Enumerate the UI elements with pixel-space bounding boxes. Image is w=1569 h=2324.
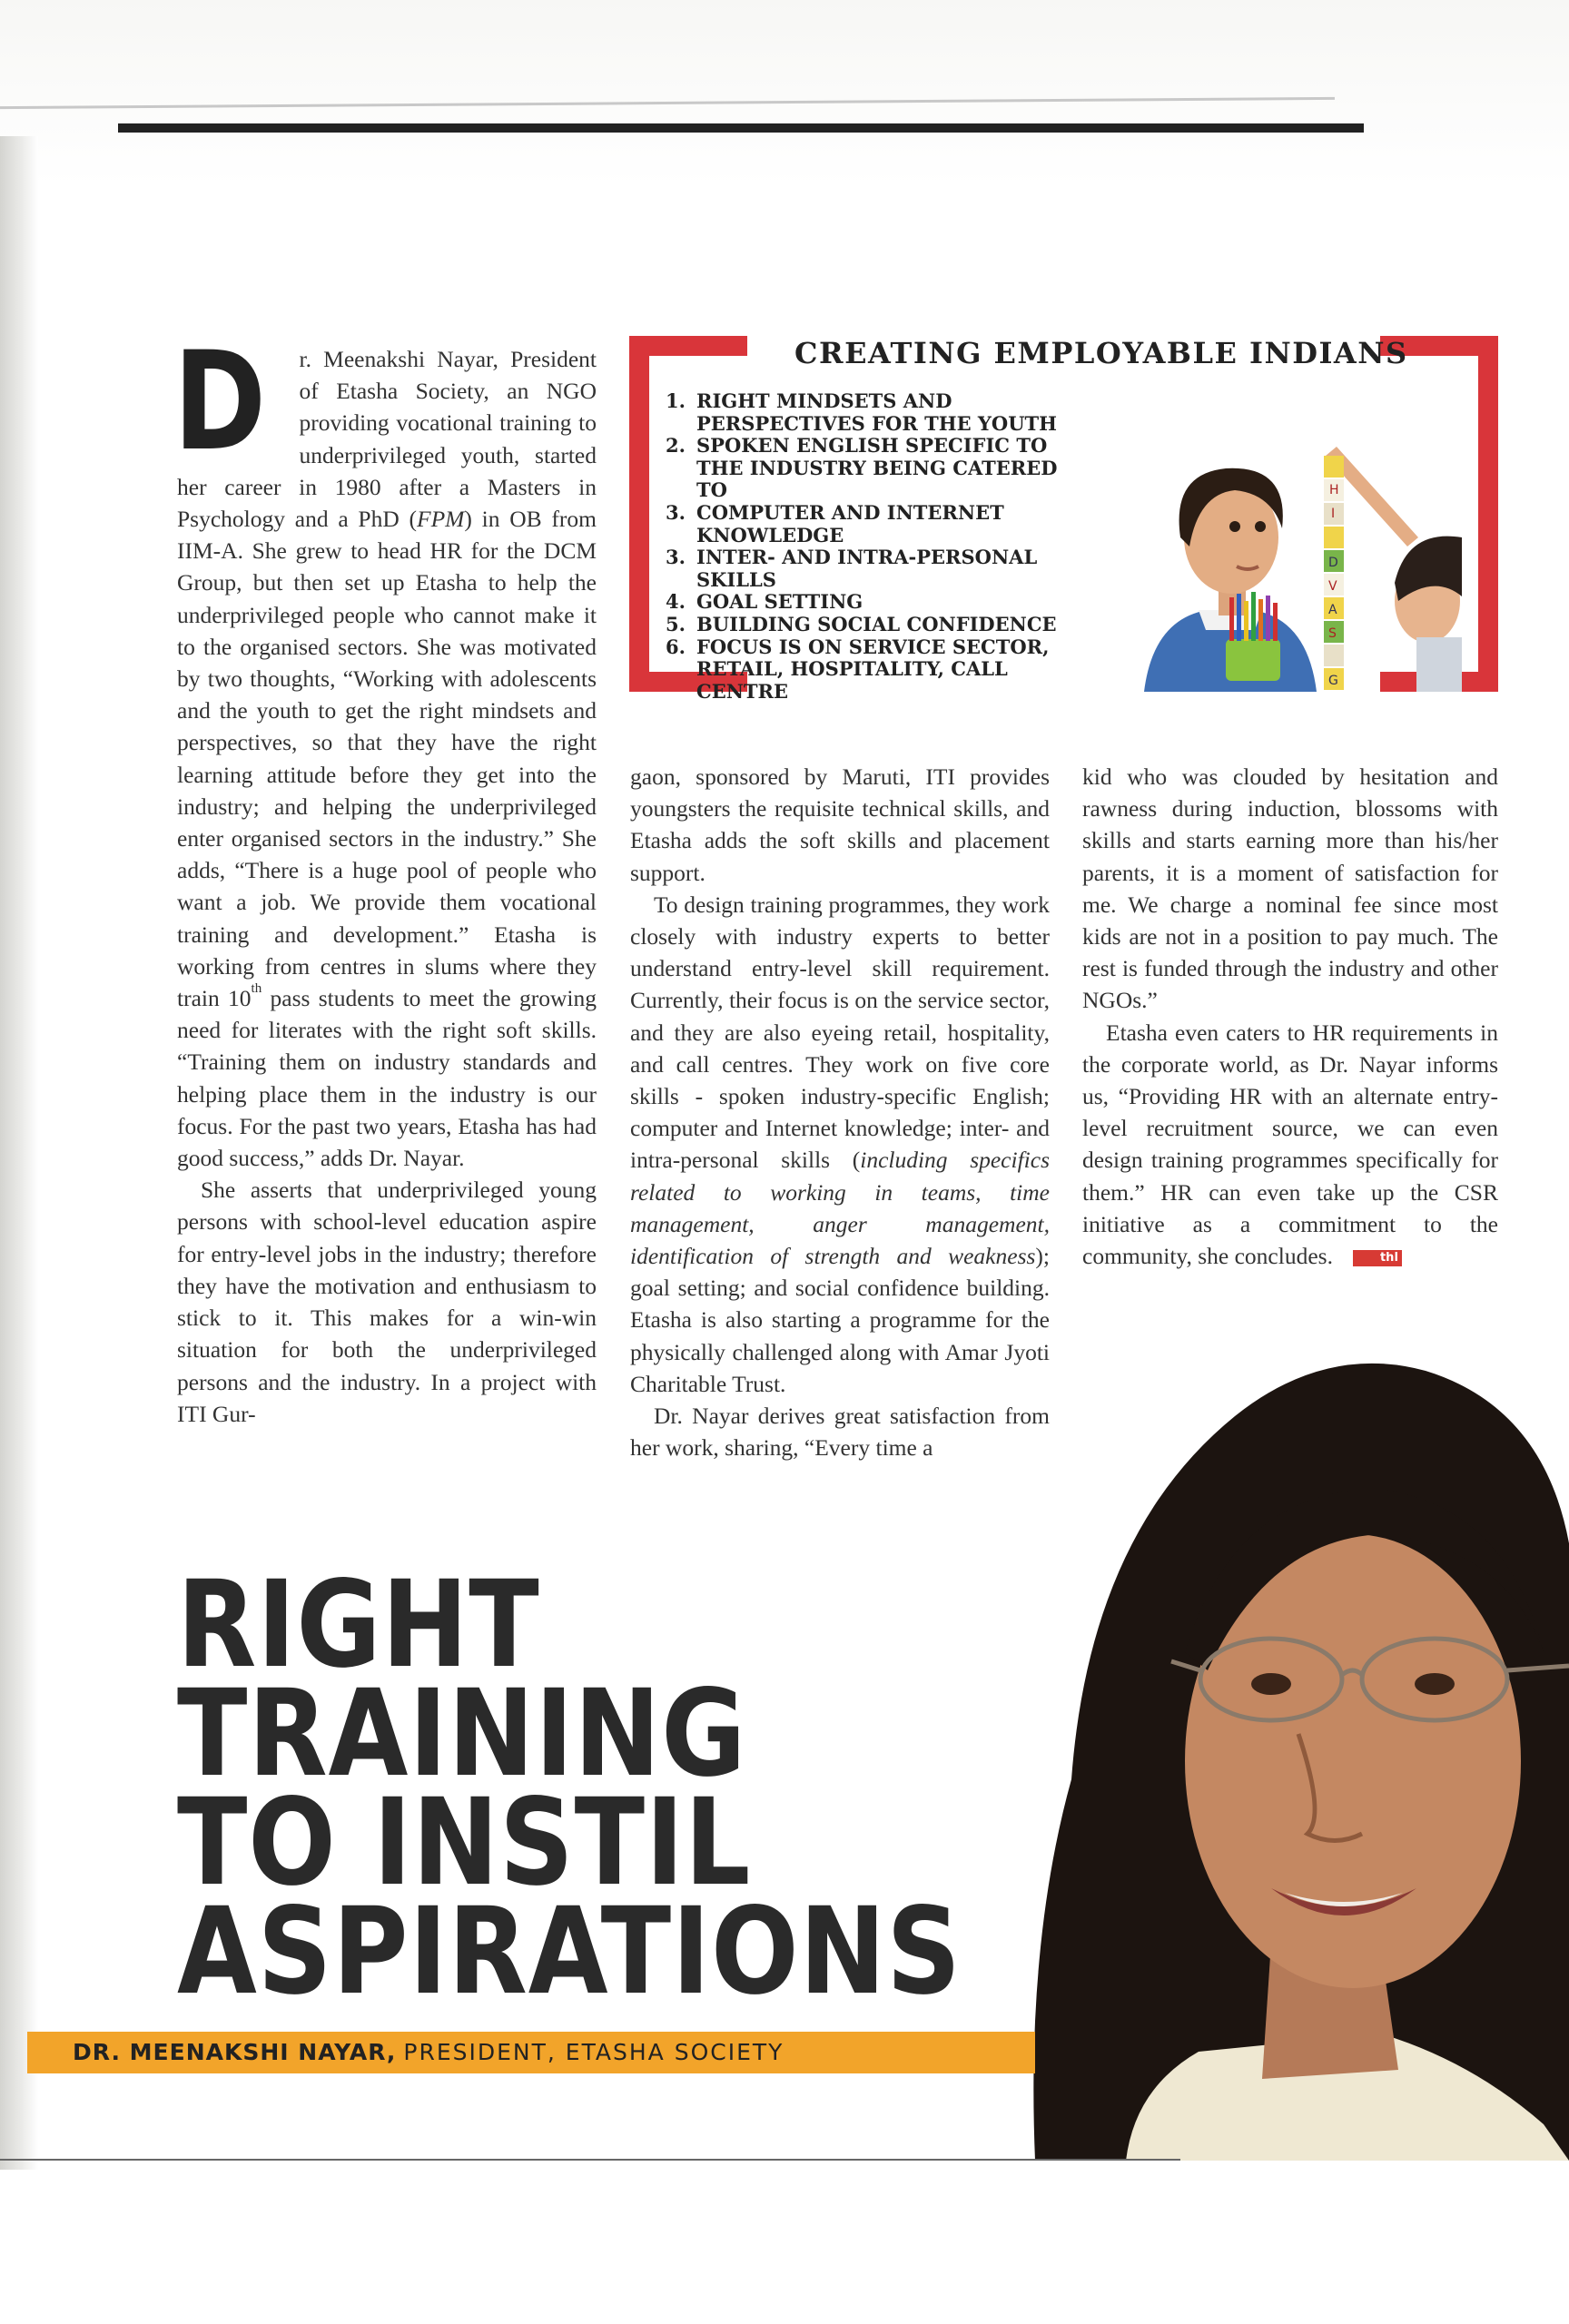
- bracket-left-top: [629, 336, 747, 356]
- list-number: 3.: [666, 500, 686, 524]
- block-letter: I: [1331, 507, 1336, 521]
- headline-line: TO INSTIL: [177, 1773, 752, 1913]
- list-item: [666, 390, 1078, 435]
- page-edge-line: [0, 2159, 1180, 2161]
- article-column-2: [630, 761, 1050, 1463]
- list-text: BUILDING SOCIAL CONFIDENCE: [696, 612, 1057, 635]
- list-number: 1.: [666, 389, 686, 412]
- block-letter: V: [1328, 579, 1337, 594]
- list-number: 6.: [666, 635, 686, 658]
- text-run: Etasha even caters to HR requirements in the corporate world, as Dr. Nayar informs us, “Providing HR with an alternate entry-level recruitment source, we can even design training programmes specifically for them.” HR can even take up the CSR initiative as a commitment to the community, she concludes.: [1082, 1019, 1498, 1270]
- article-paragraph: Dr. Nayar derives great satisfaction from her work, sharing, “Every time a: [630, 1403, 1050, 1462]
- bracket-left: [629, 336, 649, 692]
- list-item: [666, 591, 1078, 614]
- headline: [177, 1555, 962, 2022]
- byline-role: PRESIDENT, ETASHA SOCIETY: [403, 2039, 784, 2065]
- eye: [1415, 1673, 1455, 1695]
- article-column-1: [173, 323, 597, 1430]
- boy-eye: [1255, 521, 1266, 532]
- list-text: SPOKEN ENGLISH SPECIFIC TO THE INDUSTRY BEING CATERED TO: [696, 434, 1058, 502]
- headline-line: TRAINING: [177, 1664, 747, 1804]
- portrait-photo: [999, 1307, 1569, 2161]
- text-run: ); goal setting; and social confidence building. Etasha is also starting a programme for the physically challenged along with Amar Jyoti Charitable Trust.: [630, 1243, 1050, 1397]
- text-run-italic: FPM: [417, 506, 465, 533]
- list-number: 4.: [666, 590, 686, 614]
- eye: [1251, 1673, 1291, 1695]
- text-run: ) in OB from IIM-A. She grew to head HR for the DCM Group, but then set up Etasha to help the underprivileged people who cannot make it to the organised sectors. She was motivated by two thoughts, “Working with adolescents and the youth to get the right mindsets and perspectives, so that they have the right learning attitude before they get into the industry; and helping the underprivileged enter organised sectors in the industry.” She adds, “There is a huge pool of people who want a job. We provide them vocational training and development.” Etasha is working from centres in slums where they train 10: [177, 506, 597, 1012]
- list-item: [666, 614, 1078, 636]
- block-letter: H: [1329, 483, 1339, 497]
- top-rule-thick: [118, 123, 1364, 133]
- list-number: 2.: [666, 434, 686, 458]
- article-paragraph: gaon, sponsored by Maruti, ITI provides youngsters the requisite technical skills, and Etasha adds the soft skills and placement support.: [630, 763, 1050, 886]
- list-text: COMPUTER AND INTERNET KNOWLEDGE: [696, 500, 1004, 547]
- article-paragraph: [630, 889, 1050, 1400]
- byline-name: DR. MEENAKSHI NAYAR,: [73, 2039, 397, 2065]
- article-paragraph: [1082, 1017, 1498, 1273]
- page-spine-shadow: [0, 136, 38, 2170]
- child-with-blocks-photo: [1135, 392, 1462, 692]
- list-item: [666, 636, 1078, 704]
- headline-line: RIGHT: [177, 1555, 540, 1695]
- article-paragraph: [173, 323, 597, 1174]
- block-letter: D: [1328, 556, 1338, 570]
- list-item: [666, 547, 1078, 591]
- drop-cap: D: [173, 323, 267, 481]
- list-number: 5.: [666, 612, 686, 635]
- article-paragraph: She asserts that underprivileged young persons with school-level education aspire for entry-level jobs in the industry; therefore they have the motivation and enthusiasm to stick to it. This makes for a win-win situation for both the underprivileged persons and the industry. In a project with ITI Gur-: [177, 1177, 597, 1427]
- sidebar-title: CREATING EMPLOYABLE INDIANS: [794, 336, 1408, 370]
- text-run-italic: including specifics related to working in teams, time management, anger management, identification of strength and weakness: [630, 1147, 1050, 1270]
- block-letter: A: [1328, 603, 1337, 617]
- list-text: INTER- AND INTRA-PERSONAL SKILLS: [696, 546, 1038, 591]
- list-item: [666, 435, 1078, 502]
- sidebar-box: [629, 336, 1498, 703]
- end-mark: thl: [1353, 1250, 1402, 1266]
- list-item: [666, 502, 1078, 547]
- list-text: FOCUS IS ON SERVICE SECTOR, RETAIL, HOSPITALITY, CALL CENTRE: [696, 635, 1050, 703]
- list-text: GOAL SETTING: [696, 590, 863, 614]
- text-run: pass students to meet the growing need for literates with the right soft skills. “Training them on industry standards and helping place them in the industry is our focus. For the past two years, Etasha has had good success,” adds Dr. Nayar.: [177, 985, 597, 1172]
- byline-bar: [27, 2032, 1035, 2073]
- text-run: r. Meenakshi Nayar, President of Etasha Society, an NGO providing vocational training to underprivileged youth, started her career in 1980 after a Masters in Psychology and a PhD (: [177, 346, 597, 533]
- article-column-3: [1082, 761, 1498, 1272]
- article-paragraph: kid who was clouded by hesitation and rawness during induction, blossoms with skills and starts earning more than his/her parents, it is a moment of satisfaction for me. We charge a nominal fee since most kids are not in a position to pay much. The rest is funded through the industry and other NGOs.”: [1082, 763, 1498, 1014]
- sidebar-list: [666, 390, 1078, 703]
- pencil-cup: [1226, 639, 1280, 681]
- block-letter: G: [1328, 674, 1338, 688]
- list-number: 3.: [666, 546, 686, 569]
- boy-eye: [1229, 521, 1240, 532]
- second-child-shirt: [1416, 637, 1462, 692]
- headline-line: ASPIRATIONS: [177, 1882, 962, 2022]
- list-text: RIGHT MINDSETS AND PERSPECTIVES FOR THE YOUTH: [696, 389, 1057, 435]
- bracket-right: [1478, 336, 1498, 692]
- block-letter: S: [1328, 626, 1337, 641]
- superscript: th: [251, 981, 262, 997]
- text-run: To design training programmes, they work closely with industry experts to better understand entry-level skill requirement. Currently, their focus is on the service sector, and they are also eyeing retail, hospitality, and call centres. They work on five core skills - spoken industry-specific English; computer and Internet knowledge; inter- and intra-personal skills (: [630, 891, 1050, 1174]
